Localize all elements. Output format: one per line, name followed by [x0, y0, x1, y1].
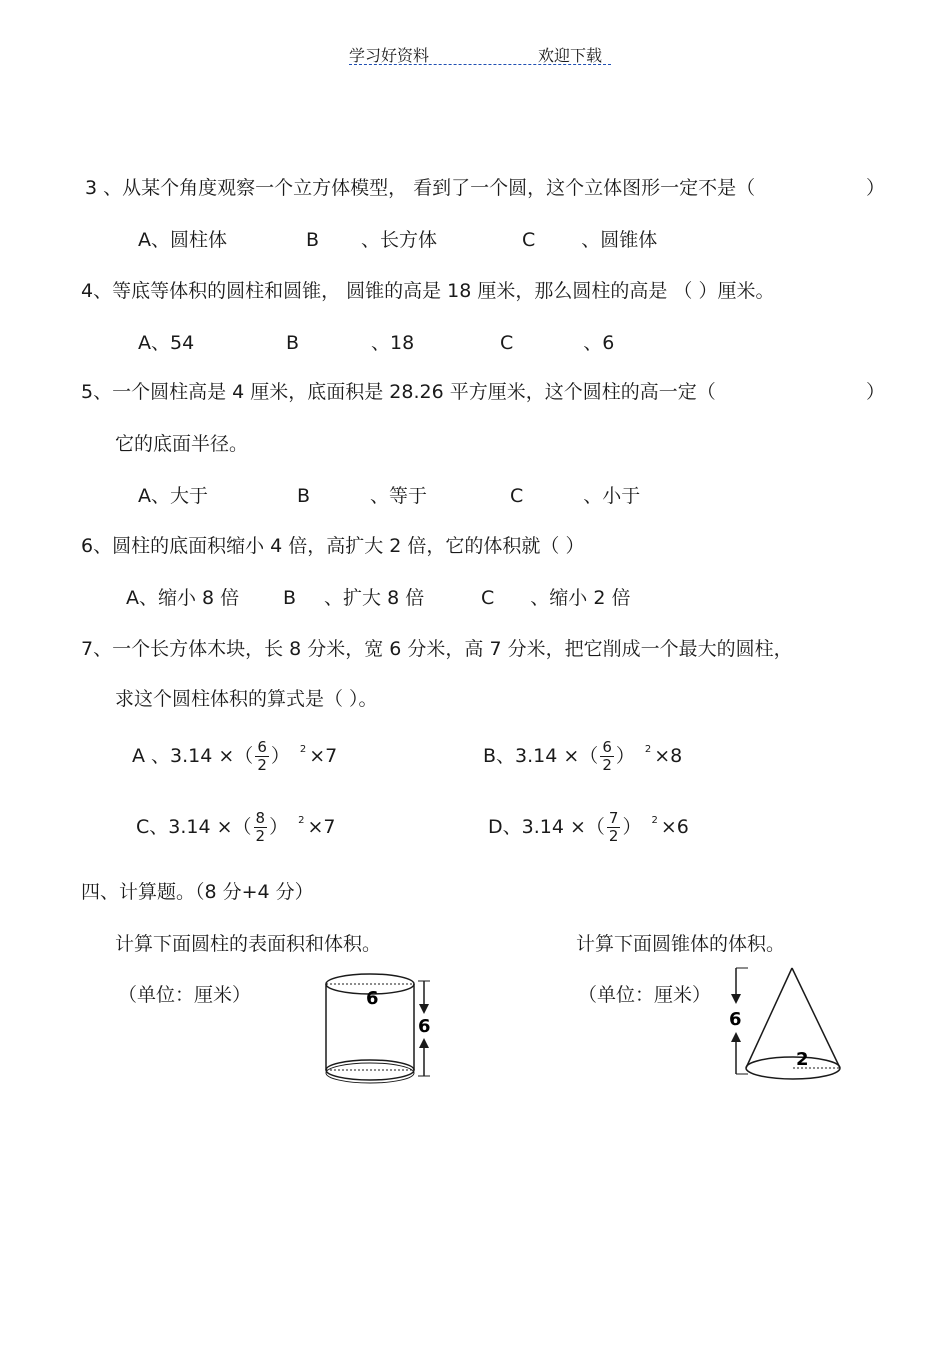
- q4-option-b: B 、18: [286, 332, 415, 354]
- q3-option-a: A、圆柱体: [138, 229, 228, 251]
- cylinder-height-label: 6: [418, 1016, 431, 1037]
- q7-option-c: C、3.14 ×（ $\frac{8}{2}$ ） $^2$ ×7: [136, 809, 336, 845]
- q3-stem: 3 、从某个角度观察一个立方体模型， 看到了一个圆，这个立体图形一定不是（: [85, 177, 756, 199]
- cylinder-figure: [318, 962, 448, 1092]
- cone-figure: [724, 962, 848, 1088]
- q7-stem: 7、一个长方体木块，长 8 分米，宽 6 分米，高 7 分米，把它削成一个最大的圆柱，: [81, 638, 793, 660]
- q5-line2: 它的底面半径。: [115, 433, 249, 455]
- q4-option-a: A、54: [138, 332, 195, 354]
- cylinder-dim-arrowhead-down: [419, 1004, 429, 1014]
- q4-stem: 4、等底等体积的圆柱和圆锥， 圆锥的高是 18 厘米，那么圆柱的高是 （ ）厘米。: [81, 280, 775, 302]
- q3-option-b: B 、长方体: [306, 229, 438, 251]
- q5-stem: 5、一个圆柱高是 4 厘米，底面积是 28.26 平方厘米，这个圆柱的高一定（: [81, 381, 716, 403]
- q3-option-c: C 、圆锥体: [522, 229, 658, 251]
- header-underline: [349, 64, 611, 65]
- q7-option-b: B、3.14 ×（ $\frac{6}{2}$ ） $^2$ ×8: [483, 738, 683, 774]
- q7-line2: 求这个圆柱体积的算式是（ ）。: [115, 688, 378, 710]
- q7-option-d: D、3.14 ×（ $\frac{7}{2}$ ） $^2$ ×6: [488, 809, 689, 845]
- q5-option-a: A、大于: [138, 485, 209, 507]
- cone-radius-label: 2: [796, 1049, 809, 1070]
- q5-close-paren: ）: [866, 381, 886, 403]
- cone-height-label: 6: [729, 1009, 742, 1030]
- cylinder-unit-label: （单位：厘米）: [118, 984, 252, 1006]
- header-right: 欢迎下载: [538, 46, 603, 65]
- q6-option-c: C 、缩小 2 倍: [481, 587, 631, 609]
- cylinder-dim-arrowhead-up: [419, 1038, 429, 1048]
- cone-unit-label: （单位：厘米）: [578, 984, 712, 1006]
- cylinder-diameter-label: 6: [366, 988, 379, 1009]
- section4-right-prompt: 计算下面圆锥体的体积。: [576, 933, 786, 955]
- cone-left-slant: [746, 968, 792, 1068]
- section4-title: 四、计算题。（8 分+4 分）: [81, 881, 314, 903]
- q6-stem: 6、圆柱的底面积缩小 4 倍，高扩大 2 倍，它的体积就（ ）: [81, 535, 585, 557]
- q7-option-a: A 、3.14 ×（ $\frac{6}{2}$ ） $^2$ ×7: [132, 738, 338, 774]
- q4-option-c: C 、6: [500, 332, 615, 354]
- q5-option-b: B 、等于: [297, 485, 428, 507]
- section4-left-prompt: 计算下面圆柱的表面积和体积。: [115, 933, 382, 955]
- q6-option-a: A、缩小 8 倍: [126, 587, 240, 609]
- q5-option-c: C 、小于: [510, 485, 641, 507]
- cone-dim-arrowhead-up: [731, 1032, 741, 1042]
- q3-close-paren: ）: [866, 177, 886, 199]
- q6-option-b: B 、扩大 8 倍: [283, 587, 425, 609]
- header-left: 学习好资料: [349, 46, 430, 65]
- cone-dim-arrowhead-down: [731, 994, 741, 1004]
